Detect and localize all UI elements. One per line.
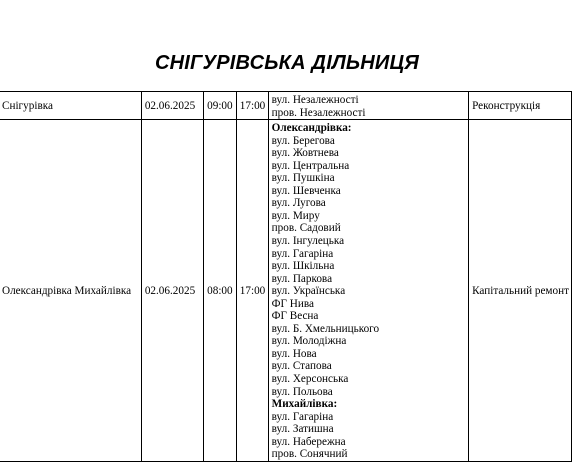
street-item: вул. Берегова [271, 134, 335, 147]
street-item: вул. Паркова [271, 272, 333, 285]
street-item: вул. Гагаріна [271, 247, 334, 260]
street-item: вул. Молодіжна [271, 335, 347, 348]
street-item: ФГ Весна [271, 310, 319, 323]
time-to-cell: 17:00 [236, 120, 268, 462]
street-item: вул. Миру [271, 209, 320, 222]
street-item: вул. Центральна [271, 159, 350, 172]
settlement-cell: Снігурівка [0, 92, 141, 120]
street-item: вул. Херсонська [271, 373, 349, 386]
street-item: вул. Жовтнева [271, 147, 339, 160]
streets-cell [268, 92, 468, 120]
date-cell: 02.06.2025 [141, 92, 203, 120]
street-item: вул. Набережна [271, 435, 346, 448]
street-item: вул. Незалежності [271, 94, 359, 106]
settlement-cell: Олександрівка Михайлівка [0, 120, 141, 462]
street-item: пров. Садовий [271, 222, 341, 235]
table-row [0, 92, 572, 120]
section-title: СНІГУРІВСЬКА ДІЛЬНИЦЯ [154, 52, 420, 74]
settlement-heading: Михайлівка: [271, 398, 338, 411]
streets-cell [268, 120, 468, 462]
street-item: пров. Незалежності [271, 106, 366, 119]
time-from-cell: 08:00 [204, 120, 237, 462]
street-item: ФГ Нива [271, 297, 314, 310]
time-to-cell: 17:00 [236, 92, 268, 120]
street-item: вул. Інгулецька [271, 235, 345, 248]
work-type-cell: Реконструкція [469, 92, 572, 120]
time-from-cell: 09:00 [204, 92, 237, 120]
street-item: пров. Сонячний [271, 448, 348, 461]
work-type-cell: Капітальний ремонт [469, 120, 572, 462]
street-item: вул. Пушкіна [271, 172, 335, 185]
street-item: вул. Нова [271, 347, 317, 360]
settlement-heading: Олександрівка: [271, 122, 352, 135]
street-item: вул. Українська [271, 285, 346, 298]
outage-schedule-table [0, 91, 572, 462]
street-item: вул. Б. Хмельницького [271, 322, 380, 335]
date-cell: 02.06.2025 [141, 120, 203, 462]
street-item: вул. Стапова [271, 360, 332, 373]
street-item: вул. Гагаріна [271, 410, 334, 423]
street-item: вул. Шкільна [271, 260, 335, 273]
table-row [0, 120, 572, 462]
street-item: вул. Шевченка [271, 184, 341, 197]
street-item: вул. Лугова [271, 197, 326, 210]
street-item: вул. Затишна [271, 423, 334, 436]
street-item: вул. Польова [271, 385, 333, 398]
